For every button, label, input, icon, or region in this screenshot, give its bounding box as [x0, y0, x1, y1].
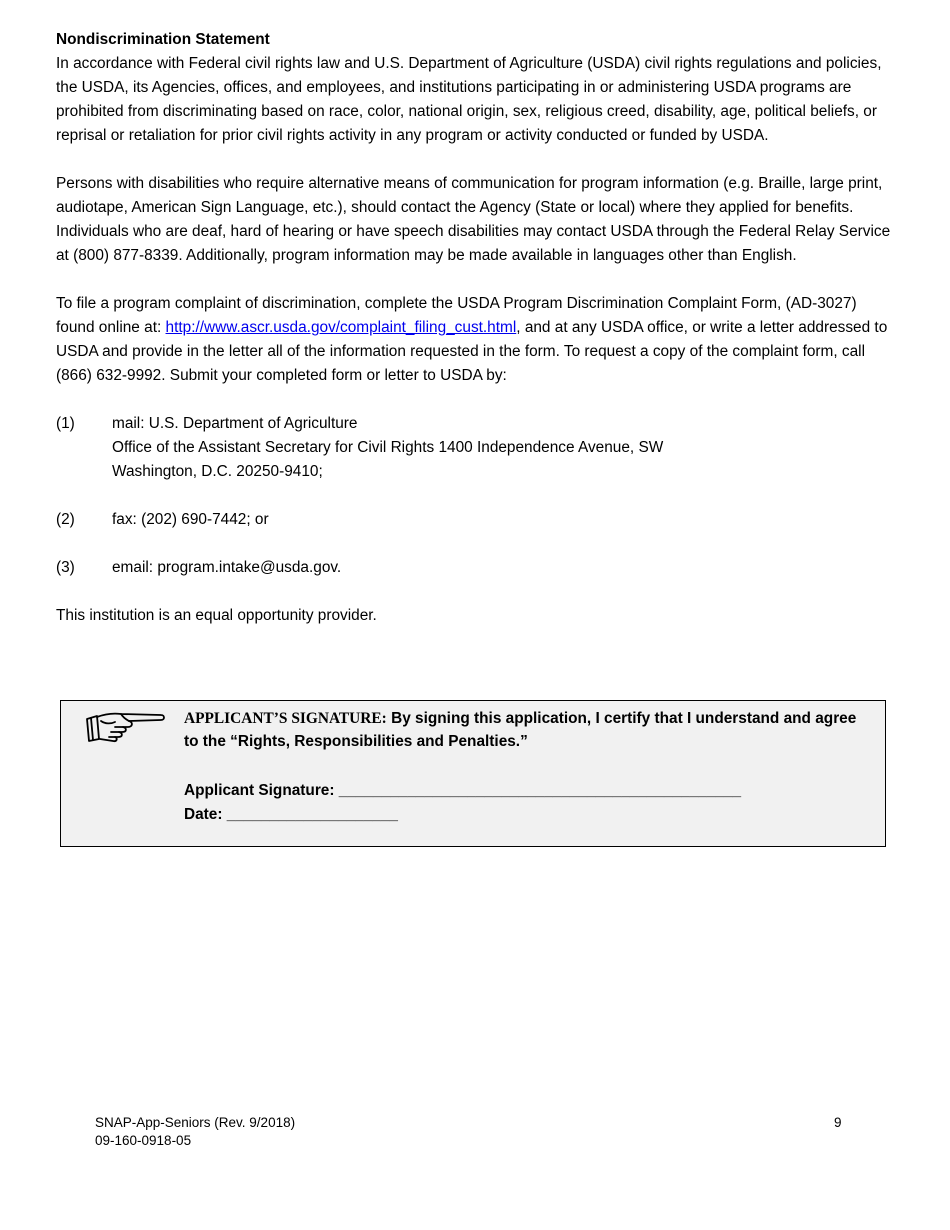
statement-title: Nondiscrimination Statement — [56, 31, 270, 48]
signature-heading: APPLICANT’S SIGNATURE: — [184, 710, 387, 727]
paragraph-3-rest: , and at any USDA office, or write a letter addressed to USDA and provide in the letter all of the information requested in the form. To request a copy of the complaint form, call (866) 632-9992. Submit your completed form or letter to USDA by: — [56, 319, 888, 384]
list-number: (1) — [56, 415, 75, 432]
certification-text — [184, 707, 874, 753]
fax-number: fax: (202) 690-7442; or — [112, 511, 269, 528]
list-number: (3) — [56, 559, 75, 576]
list-item-fax — [56, 508, 896, 532]
mail-line-2: Office of the Assistant Secretary for Civil Rights 1400 Independence Avenue, SW — [112, 439, 664, 456]
footer-form-info — [95, 1114, 295, 1150]
list-number: (2) — [56, 511, 75, 528]
applicant-signature-line[interactable]: Applicant Signature: _______________________________________________ — [184, 782, 742, 799]
date-line[interactable]: Date: ____________________ — [184, 806, 398, 823]
mail-address — [112, 412, 896, 484]
statement-paragraph-3 — [56, 292, 896, 388]
footer-form-code: 09-160-0918-05 — [95, 1133, 192, 1148]
statement-paragraph-2: Persons with disabilities who require alternative means of communication for program information (e.g. Braille, large print, audiotape, American Sign Language, etc.), should contact the Agency (State or local) where they applied for benefits. Individuals who are deaf, hard of hearing or have speech disabilities may contact USDA through the Federal Relay Service at (800) 877-8339. Additionally, program information may be made available in languages other than English. — [56, 175, 891, 264]
certification-statement: By signing this application, I certify that I understand and agree to the “Rights, Responsibilities and Penalties.” — [184, 710, 857, 750]
mail-line-3: Washington, D.C. 20250-9410; — [112, 463, 323, 480]
paragraph-3-intro: To file a program complaint of discrimination, complete the USDA Program Discrimination Complaint Form, (AD-3027) found online at: — [56, 295, 857, 336]
nondiscrimination-statement — [56, 28, 896, 628]
page-number: 9 — [834, 1115, 842, 1130]
complaint-form-link[interactable]: http://www.ascr.usda.gov/complaint_filing_cust.html — [165, 319, 517, 336]
email-address: email: program.intake@usda.gov. — [112, 559, 342, 576]
equal-opportunity-statement: This institution is an equal opportunity provider. — [56, 607, 377, 624]
footer-form-id: SNAP-App-Seniors (Rev. 9/2018) — [95, 1115, 296, 1130]
list-item-mail — [56, 412, 896, 484]
applicant-signature-box — [60, 700, 886, 847]
mail-line-1: mail: U.S. Department of Agriculture — [112, 415, 358, 432]
statement-paragraph-1: In accordance with Federal civil rights law and U.S. Department of Agriculture (USDA) civil rights regulations and policies, the USDA, its Agencies, offices, and employees, and institutions participating in or administering USDA programs are prohibited from discriminating based on race, color, national origin, sex, religious creed, disability, age, political beliefs, or reprisal or retaliation for prior civil rights activity in any program or activity conducted or funded by USDA. — [56, 55, 882, 144]
signature-section — [184, 707, 874, 826]
list-item-email — [56, 556, 896, 580]
pointing-hand-icon — [83, 709, 167, 745]
